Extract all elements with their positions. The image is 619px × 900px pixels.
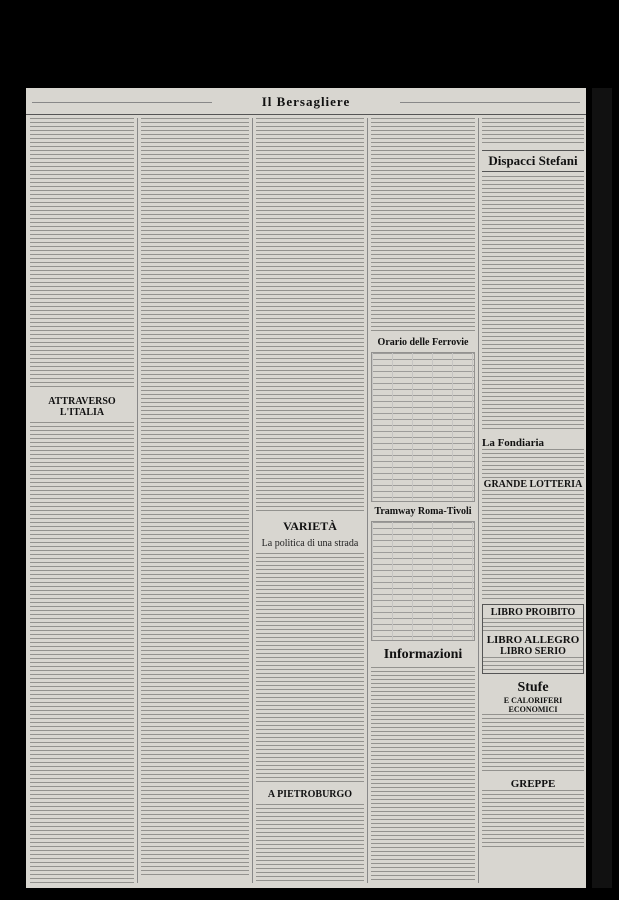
text-block xyxy=(30,118,134,388)
text-block xyxy=(141,118,249,878)
ad-caloriferi: E CALORIFERI ECONOMICI xyxy=(503,696,563,714)
section-heading-dispacci: Dispacci Stefani xyxy=(482,150,584,172)
section-heading-informazioni: Informazioni xyxy=(383,647,463,662)
column-divider xyxy=(252,118,253,883)
timetable xyxy=(371,352,475,502)
tramway-table xyxy=(371,521,475,641)
section-subheading: La politica di una strada xyxy=(261,538,359,549)
column-divider xyxy=(478,118,479,883)
text-block xyxy=(371,667,475,883)
text-block xyxy=(256,553,364,783)
ad-stufe: Stufe xyxy=(517,680,549,695)
column-divider xyxy=(137,118,138,883)
ad-fondiaria: La Fondiaria xyxy=(482,437,545,449)
text-block xyxy=(483,657,583,671)
text-block xyxy=(482,490,584,600)
ad-books-box xyxy=(482,604,584,674)
timetable-grid xyxy=(371,352,475,502)
section-heading-attraverso-italia: ATTRAVERSO L'ITALIA xyxy=(48,396,116,418)
column-divider xyxy=(367,118,368,883)
text-block xyxy=(482,449,584,479)
section-heading-varieta: VARIETÀ xyxy=(283,519,337,533)
newspaper-page xyxy=(26,88,586,888)
column-5 xyxy=(482,118,584,883)
text-block xyxy=(482,176,584,431)
text-block xyxy=(371,118,475,333)
ad-greppe: GREPPE xyxy=(510,778,556,790)
page-header xyxy=(26,92,586,115)
column-3 xyxy=(256,118,364,883)
column-1 xyxy=(30,118,134,883)
header-rule-right xyxy=(400,102,580,103)
text-block xyxy=(30,422,134,883)
section-heading-orario: Orario delle Ferrovie xyxy=(377,337,469,348)
text-block xyxy=(482,790,584,850)
text-block xyxy=(256,804,364,883)
ad-lotteria: GRANDE LOTTERIA xyxy=(483,479,583,490)
column-2 xyxy=(141,118,249,883)
ad-libro-allegro: LIBRO ALLEGRO xyxy=(486,634,580,646)
section-heading-tramway: Tramway Roma-Tivoli xyxy=(374,506,472,517)
section-heading-pietroburgo: A PIETROBURGO xyxy=(267,789,353,800)
newspaper-title: Il Bersagliere xyxy=(261,94,351,109)
ad-libro-serio: LIBRO SERIO xyxy=(500,646,566,657)
ad-libro-proibito: LIBRO PROIBITO xyxy=(490,607,576,618)
text-block xyxy=(482,714,584,774)
text-block xyxy=(256,118,364,513)
text-block xyxy=(483,618,583,634)
text-block xyxy=(482,118,584,146)
column-4 xyxy=(371,118,475,883)
page-edge-shadow xyxy=(592,88,612,888)
tramway-grid xyxy=(371,521,475,641)
